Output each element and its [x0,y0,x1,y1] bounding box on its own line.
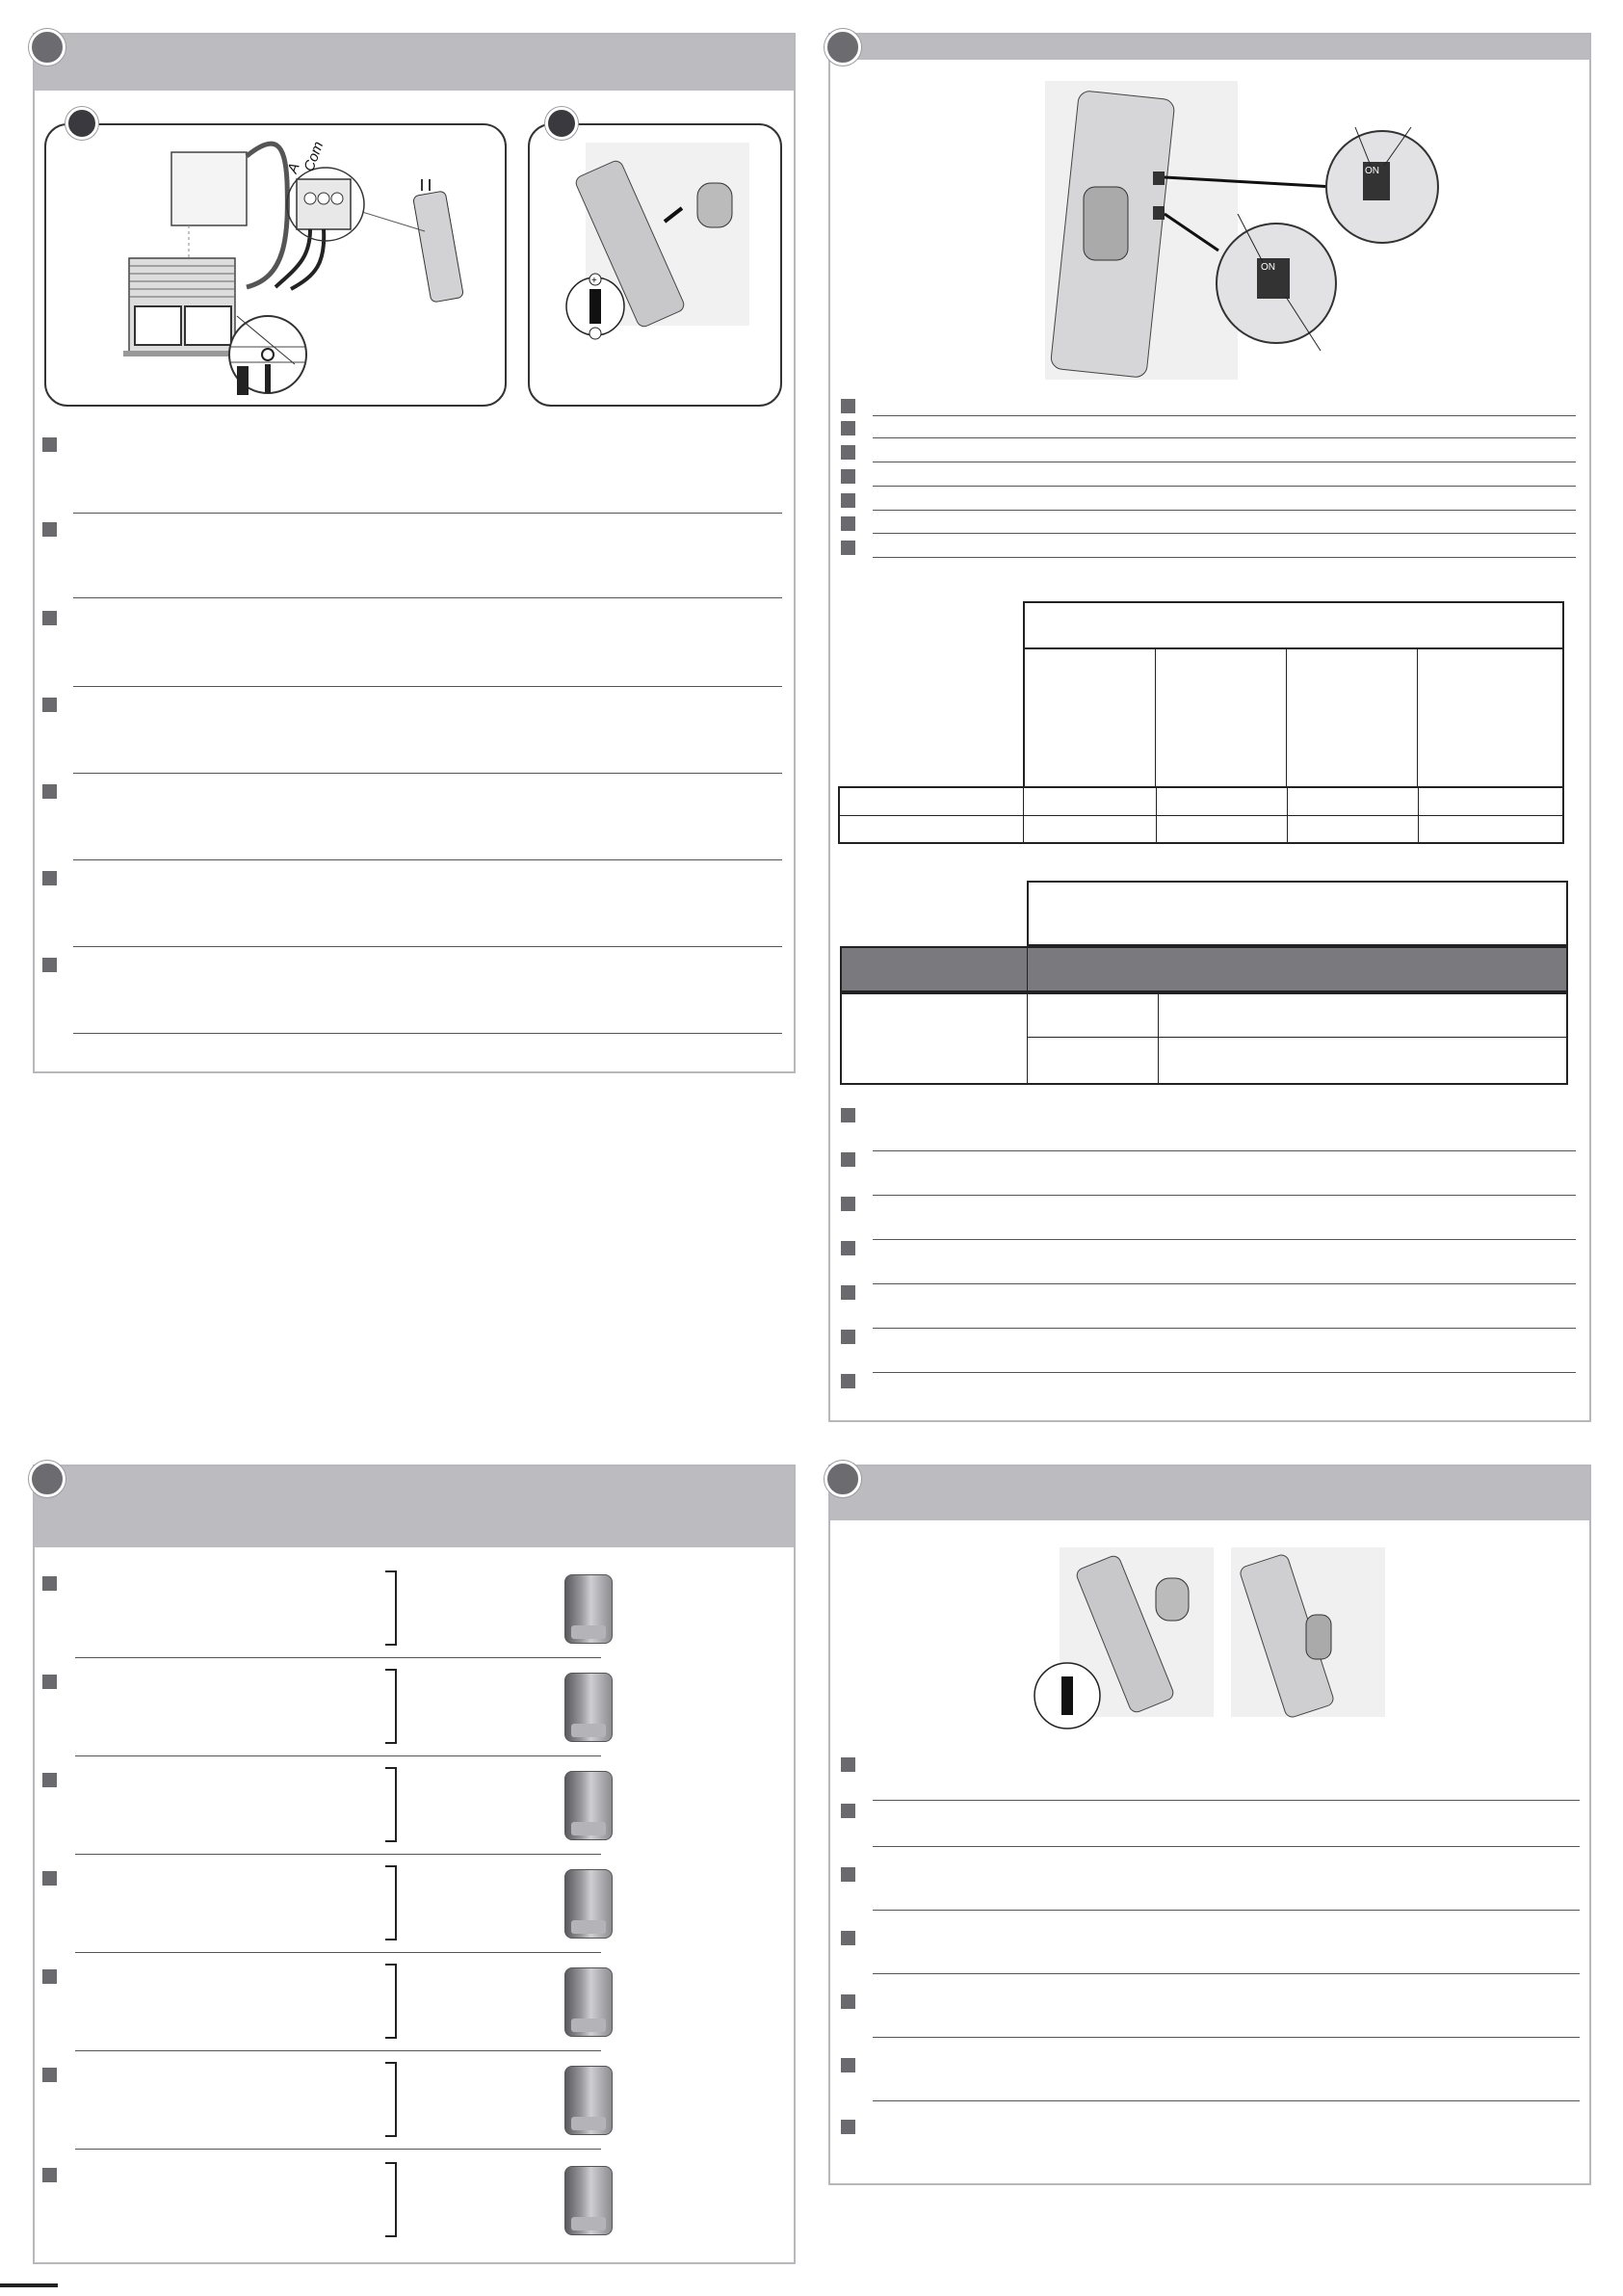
row-divider [873,1846,1580,1847]
svg-text:ON: ON [1365,166,1379,176]
footer-mark [0,2283,58,2287]
row-brace [385,2062,397,2137]
list-bullet [841,1285,855,1300]
list-bullet [841,1931,855,1945]
row-divider [75,2050,601,2051]
row-divider [873,415,1576,416]
row-divider [73,773,782,774]
list-bullet [841,1330,855,1344]
svg-text:+: + [591,276,597,286]
remote-sensor-icon [564,2066,613,2135]
remote-sensor-icon [564,2166,613,2235]
row-divider [873,1195,1576,1196]
list-bullet [42,437,57,452]
row-divider [873,486,1576,487]
remote-sensor-icon [564,1771,613,1840]
wiring-illustration [44,123,507,407]
remote-sensor-icon [564,1673,613,1742]
list-bullet [841,1152,855,1167]
list-bullet [42,611,57,625]
row-divider [873,1800,1580,1801]
row-divider [73,859,782,860]
list-bullet [42,1576,57,1591]
panel-remote-pairing [33,1465,796,2264]
row-divider [75,1952,601,1953]
row-divider [873,437,1576,438]
row-divider [873,510,1576,511]
list-bullet [42,2068,57,2082]
panel-header-band [35,35,794,91]
battery-replacement-illustration [1021,1547,1387,1736]
panel-header-band [830,1466,1589,1520]
row-divider [73,946,782,947]
row-divider [873,2037,1580,2038]
row-divider [73,597,782,598]
row-divider [73,1033,782,1034]
list-bullet [42,1871,57,1886]
list-bullet [841,1867,855,1882]
list-bullet [841,1197,855,1211]
list-bullet [841,1994,855,2009]
table2-body [840,992,1568,1085]
row-divider [75,2149,601,2150]
row-divider [873,1239,1576,1240]
list-bullet [42,958,57,972]
row-divider [73,686,782,687]
panel-header-band [35,1466,794,1547]
row-divider [873,2100,1580,2101]
list-bullet [42,784,57,799]
list-bullet [42,522,57,537]
step-badge [29,1461,65,1497]
row-divider [873,1328,1576,1329]
row-brace [385,1767,397,1842]
row-brace [385,1865,397,1940]
list-bullet [841,399,855,413]
list-bullet [841,493,855,508]
row-divider [873,1283,1576,1284]
step-badge [825,29,861,66]
row-divider [873,1372,1576,1373]
row-divider [75,1755,601,1756]
list-bullet [42,1675,57,1689]
row-brace [385,2162,397,2237]
list-bullet [841,1804,855,1818]
list-bullet [841,469,855,484]
row-divider [873,1973,1580,1974]
table1-column [1287,649,1418,788]
svg-text:ON: ON [1261,262,1275,273]
row-divider [873,533,1576,534]
list-bullet [841,516,855,531]
list-bullet [42,1773,57,1787]
terminal-label-com: Com [301,139,327,174]
battery-insert-illustration [528,123,782,407]
remote-sensor-icon [564,1869,613,1939]
step-badge [29,29,65,66]
remote-sensor-icon [564,1967,613,2037]
row-divider [873,1910,1580,1911]
list-bullet [841,421,855,435]
table1-column [1023,649,1156,788]
dip-switch-illustration [1045,81,1469,389]
table1-header-cell [1023,601,1564,649]
list-bullet [42,1969,57,1984]
list-bullet [841,1374,855,1388]
table1-column [1156,649,1287,788]
list-bullet [841,2120,855,2134]
list-bullet [42,698,57,712]
row-brace [385,1570,397,1646]
list-bullet [841,541,855,555]
list-bullet [841,2058,855,2072]
row-divider [873,557,1576,558]
row-brace [385,1669,397,1744]
row-divider [873,1150,1576,1151]
row-divider [73,513,782,514]
list-bullet [841,1108,855,1122]
list-bullet [42,2168,57,2182]
step-badge [825,1461,861,1497]
list-bullet [42,871,57,885]
row-brace [385,1964,397,2039]
remote-sensor-icon [564,1574,613,1644]
list-bullet [841,1241,855,1255]
row-divider [75,1854,601,1855]
table2-dark-row [840,946,1568,992]
row-divider [75,1657,601,1658]
list-bullet [841,1757,855,1772]
terminal-label-a: A [284,160,303,176]
table1-column [1418,649,1564,788]
table2-header-cell [1027,881,1568,946]
list-bullet [841,445,855,460]
panel-header-band [830,35,1589,60]
